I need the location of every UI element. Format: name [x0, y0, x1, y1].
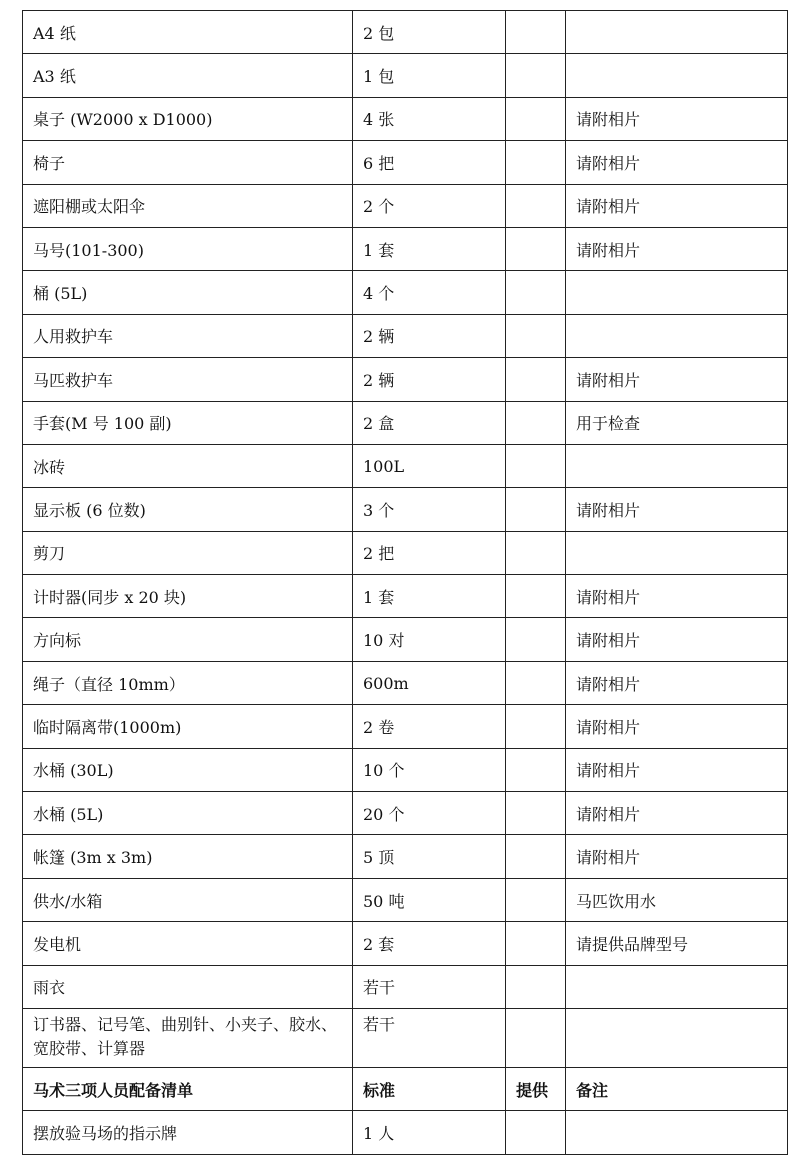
item-cell: 绳子（直径 10mm）	[23, 661, 353, 704]
quantity-cell: 2 盒	[353, 401, 506, 444]
item-cell: A4 纸	[23, 11, 353, 54]
quantity-cell: 5 顶	[353, 835, 506, 878]
quantity-cell: 50 吨	[353, 878, 506, 921]
provide-cell	[506, 878, 566, 921]
table-row	[23, 661, 788, 704]
table-row	[23, 531, 788, 574]
note-cell: 请提供品牌型号	[566, 922, 788, 965]
quantity-cell: 6 把	[353, 141, 506, 184]
item-cell: 马匹救护车	[23, 358, 353, 401]
note-cell: 请附相片	[566, 705, 788, 748]
note-column-header: 备注	[566, 1067, 788, 1110]
quantity-cell: 10 对	[353, 618, 506, 661]
quantity-cell: 2 把	[353, 531, 506, 574]
item-cell: 订书器、记号笔、曲别针、小夹子、胶水、宽胶带、计算器	[23, 1008, 353, 1067]
section-header-row	[23, 1067, 788, 1110]
item-cell: 水桶 (30L)	[23, 748, 353, 791]
provide-cell	[506, 748, 566, 791]
note-cell: 请附相片	[566, 141, 788, 184]
provide-cell	[506, 618, 566, 661]
provide-cell	[506, 97, 566, 140]
table-row	[23, 314, 788, 357]
table-row	[23, 227, 788, 270]
quantity-cell: 若干	[353, 965, 506, 1008]
table-row	[23, 922, 788, 965]
table-row	[23, 792, 788, 835]
note-cell: 请附相片	[566, 358, 788, 401]
item-cell: 遮阳棚或太阳伞	[23, 184, 353, 227]
note-cell	[566, 1111, 788, 1154]
table-row	[23, 54, 788, 97]
quantity-cell: 若干	[353, 1008, 506, 1067]
item-cell: 水桶 (5L)	[23, 792, 353, 835]
note-cell: 请附相片	[566, 661, 788, 704]
table-row	[23, 271, 788, 314]
item-cell: 剪刀	[23, 531, 353, 574]
note-cell	[566, 11, 788, 54]
item-cell: 显示板 (6 位数)	[23, 488, 353, 531]
equipment-list-sheet	[22, 10, 788, 1155]
quantity-cell: 2 包	[353, 11, 506, 54]
quantity-cell: 1 套	[353, 575, 506, 618]
section-title: 马术三项人员配备清单	[23, 1067, 353, 1110]
quantity-cell: 2 辆	[353, 358, 506, 401]
provide-cell	[506, 271, 566, 314]
table-row	[23, 11, 788, 54]
table-row	[23, 705, 788, 748]
item-cell: 计时器(同步 x 20 块)	[23, 575, 353, 618]
note-cell: 请附相片	[566, 835, 788, 878]
note-cell: 请附相片	[566, 97, 788, 140]
note-cell	[566, 1008, 788, 1067]
table-row	[23, 358, 788, 401]
quantity-cell: 3 个	[353, 488, 506, 531]
provide-cell	[506, 835, 566, 878]
item-cell: 人用救护车	[23, 314, 353, 357]
table-row	[23, 878, 788, 921]
equipment-table	[22, 10, 788, 1155]
note-cell	[566, 444, 788, 487]
note-cell	[566, 965, 788, 1008]
provide-cell	[506, 575, 566, 618]
table-row	[23, 835, 788, 878]
provide-cell	[506, 531, 566, 574]
quantity-cell: 4 张	[353, 97, 506, 140]
provide-column-header: 提供	[506, 1067, 566, 1110]
note-cell: 马匹饮用水	[566, 878, 788, 921]
note-cell: 用于检查	[566, 401, 788, 444]
note-cell: 请附相片	[566, 792, 788, 835]
quantity-cell: 4 个	[353, 271, 506, 314]
quantity-cell: 1 人	[353, 1111, 506, 1154]
table-row	[23, 1111, 788, 1154]
provide-cell	[506, 1111, 566, 1154]
table-row	[23, 444, 788, 487]
quantity-cell: 2 套	[353, 922, 506, 965]
quantity-cell: 20 个	[353, 792, 506, 835]
provide-cell	[506, 54, 566, 97]
quantity-cell: 600m	[353, 661, 506, 704]
provide-cell	[506, 661, 566, 704]
provide-cell	[506, 444, 566, 487]
provide-cell	[506, 705, 566, 748]
table-row	[23, 618, 788, 661]
note-cell: 请附相片	[566, 227, 788, 270]
provide-cell	[506, 922, 566, 965]
provide-cell	[506, 141, 566, 184]
item-cell: 椅子	[23, 141, 353, 184]
quantity-cell: 2 辆	[353, 314, 506, 357]
table-row	[23, 575, 788, 618]
provide-cell	[506, 792, 566, 835]
item-cell: 桶 (5L)	[23, 271, 353, 314]
provide-cell	[506, 184, 566, 227]
item-cell: 冰砖	[23, 444, 353, 487]
provide-cell	[506, 488, 566, 531]
table-row-multiline	[23, 1008, 788, 1067]
equipment-rows	[23, 11, 788, 1009]
item-cell: 帐篷 (3m x 3m)	[23, 835, 353, 878]
quantity-cell: 2 卷	[353, 705, 506, 748]
item-cell: A3 纸	[23, 54, 353, 97]
quantity-cell: 1 套	[353, 227, 506, 270]
table-row	[23, 97, 788, 140]
provide-cell	[506, 314, 566, 357]
provide-cell	[506, 965, 566, 1008]
table-row	[23, 748, 788, 791]
item-cell: 供水/水箱	[23, 878, 353, 921]
item-cell: 临时隔离带(1000m)	[23, 705, 353, 748]
provide-cell	[506, 358, 566, 401]
quantity-cell: 10 个	[353, 748, 506, 791]
quantity-cell: 100L	[353, 444, 506, 487]
provide-cell	[506, 1008, 566, 1067]
note-cell: 请附相片	[566, 748, 788, 791]
note-cell	[566, 314, 788, 357]
note-cell: 请附相片	[566, 575, 788, 618]
note-cell: 请附相片	[566, 184, 788, 227]
provide-cell	[506, 401, 566, 444]
item-cell: 方向标	[23, 618, 353, 661]
table-row	[23, 141, 788, 184]
provide-cell	[506, 11, 566, 54]
item-cell: 雨衣	[23, 965, 353, 1008]
note-cell: 请附相片	[566, 618, 788, 661]
item-cell: 发电机	[23, 922, 353, 965]
item-cell: 手套(M 号 100 副)	[23, 401, 353, 444]
note-cell	[566, 271, 788, 314]
item-cell: 马号(101-300)	[23, 227, 353, 270]
note-cell	[566, 54, 788, 97]
note-cell: 请附相片	[566, 488, 788, 531]
standard-column-header: 标准	[353, 1067, 506, 1110]
table-row	[23, 401, 788, 444]
table-row	[23, 488, 788, 531]
note-cell	[566, 531, 788, 574]
item-cell: 摆放验马场的指示牌	[23, 1111, 353, 1154]
quantity-cell: 2 个	[353, 184, 506, 227]
provide-cell	[506, 227, 566, 270]
table-row	[23, 184, 788, 227]
table-row	[23, 965, 788, 1008]
item-cell: 桌子 (W2000 x D1000)	[23, 97, 353, 140]
quantity-cell: 1 包	[353, 54, 506, 97]
